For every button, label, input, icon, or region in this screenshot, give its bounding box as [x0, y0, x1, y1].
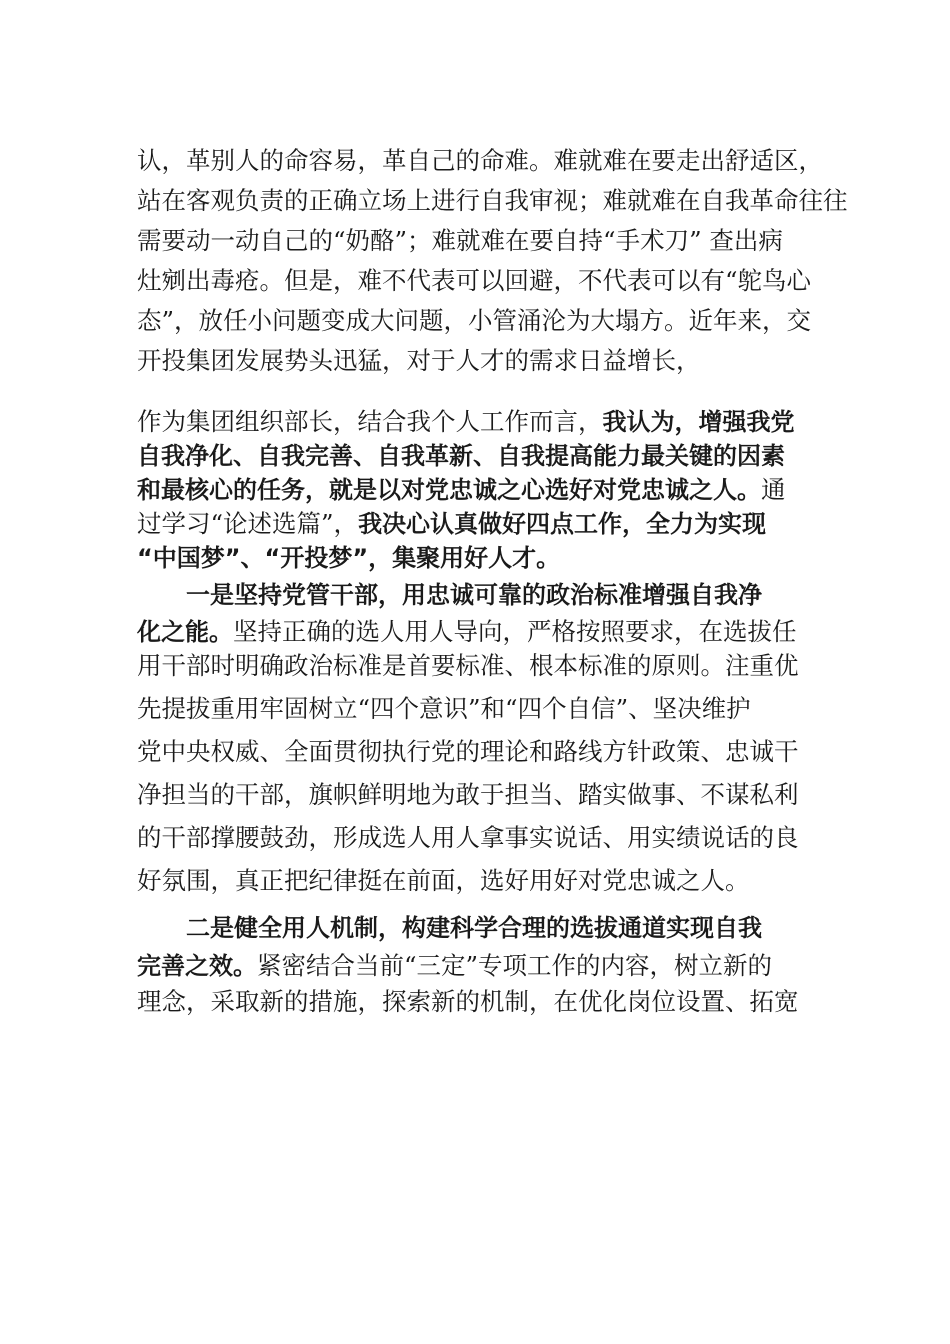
- text-run: 通: [761, 475, 786, 504]
- text-line: [137, 617, 837, 647]
- bold-text-run: 化之能。: [137, 618, 233, 646]
- text-line: 理念，采取新的措施，探索新的机制，在优化岗位设置、拓宽: [137, 987, 799, 1016]
- bold-text-line: 一是坚持党管干部，用忠诚可靠的政治标准增强自我净: [186, 581, 762, 609]
- text-line: 用干部时明确政治标准是首要标准、根本标准的原则。注重优: [137, 651, 799, 680]
- bold-text-run: 完善之效。: [137, 952, 257, 980]
- text-line: 开投集团发展势头迅猛，对于人才的需求日益增长，: [137, 346, 701, 375]
- bold-text-run: 和最核心的任务，就是以对党忠诚之心选好对党忠诚之人。: [137, 476, 761, 504]
- text-run: 坚持正确的选人用人导向，严格按照要求，在选拔任: [233, 617, 797, 646]
- text-line: 认，革别人的命容易，革自己的命难。难就难在要走出舒适区，: [137, 146, 823, 175]
- text-run: 作为集团组织部长，结合我个人工作而言，: [137, 407, 603, 436]
- text-line: 需要动一动自己的“奶酪”；难就难在要自持“手术刀” 查出病: [137, 226, 783, 255]
- text-line: 的干部撑腰鼓劲，形成选人用人拿事实说话、用实绩说话的良: [137, 823, 799, 852]
- text-line: 好氛围，真正把纪律挺在前面，选好用好对党忠诚之人。: [137, 866, 750, 895]
- text-line: 灶剜出毒疮。但是，难不代表可以回避，不代表可以有“鸵鸟心: [137, 266, 812, 295]
- text-line: 净担当的干部，旗帜鲜明地为敢于担当、踏实做事、不谋私利: [137, 780, 799, 809]
- text-line: 站在客观负责的正确立场上进行自我审视；难就难在自我革命往往: [137, 186, 848, 215]
- bold-text-line: 二是健全用人机制，构建科学合理的选拔通道实现自我: [186, 914, 762, 942]
- bold-text-run: 我认为，增强我党: [602, 408, 795, 436]
- text-run: 紧密结合当前“三定”专项工作的内容，树立新的: [257, 951, 773, 980]
- bold-text-line: 自我净化、自我完善、自我革新、自我提高能力最关键的因素: [137, 442, 785, 470]
- text-line: [137, 951, 837, 981]
- text-run: 过学习“论述选篇”，: [137, 509, 359, 538]
- text-line: [137, 475, 837, 505]
- text-line: 先提拔重用牢固树立“四个意识”和“四个自信”、坚决维护: [137, 694, 751, 723]
- text-line: [137, 407, 837, 437]
- bold-text-line: “中国梦”、“开投梦”，集聚用好人才。: [137, 544, 561, 572]
- text-line: 党中央权威、全面贯彻执行党的理论和路线方针政策、忠诚干: [137, 737, 799, 766]
- text-line: [137, 509, 837, 539]
- text-line: 态”，放任小问题变成大问题，小管涌沦为大塌方。近年来，交: [137, 306, 812, 335]
- bold-text-run: 我决心认真做好四点工作，全力为实现: [358, 510, 767, 538]
